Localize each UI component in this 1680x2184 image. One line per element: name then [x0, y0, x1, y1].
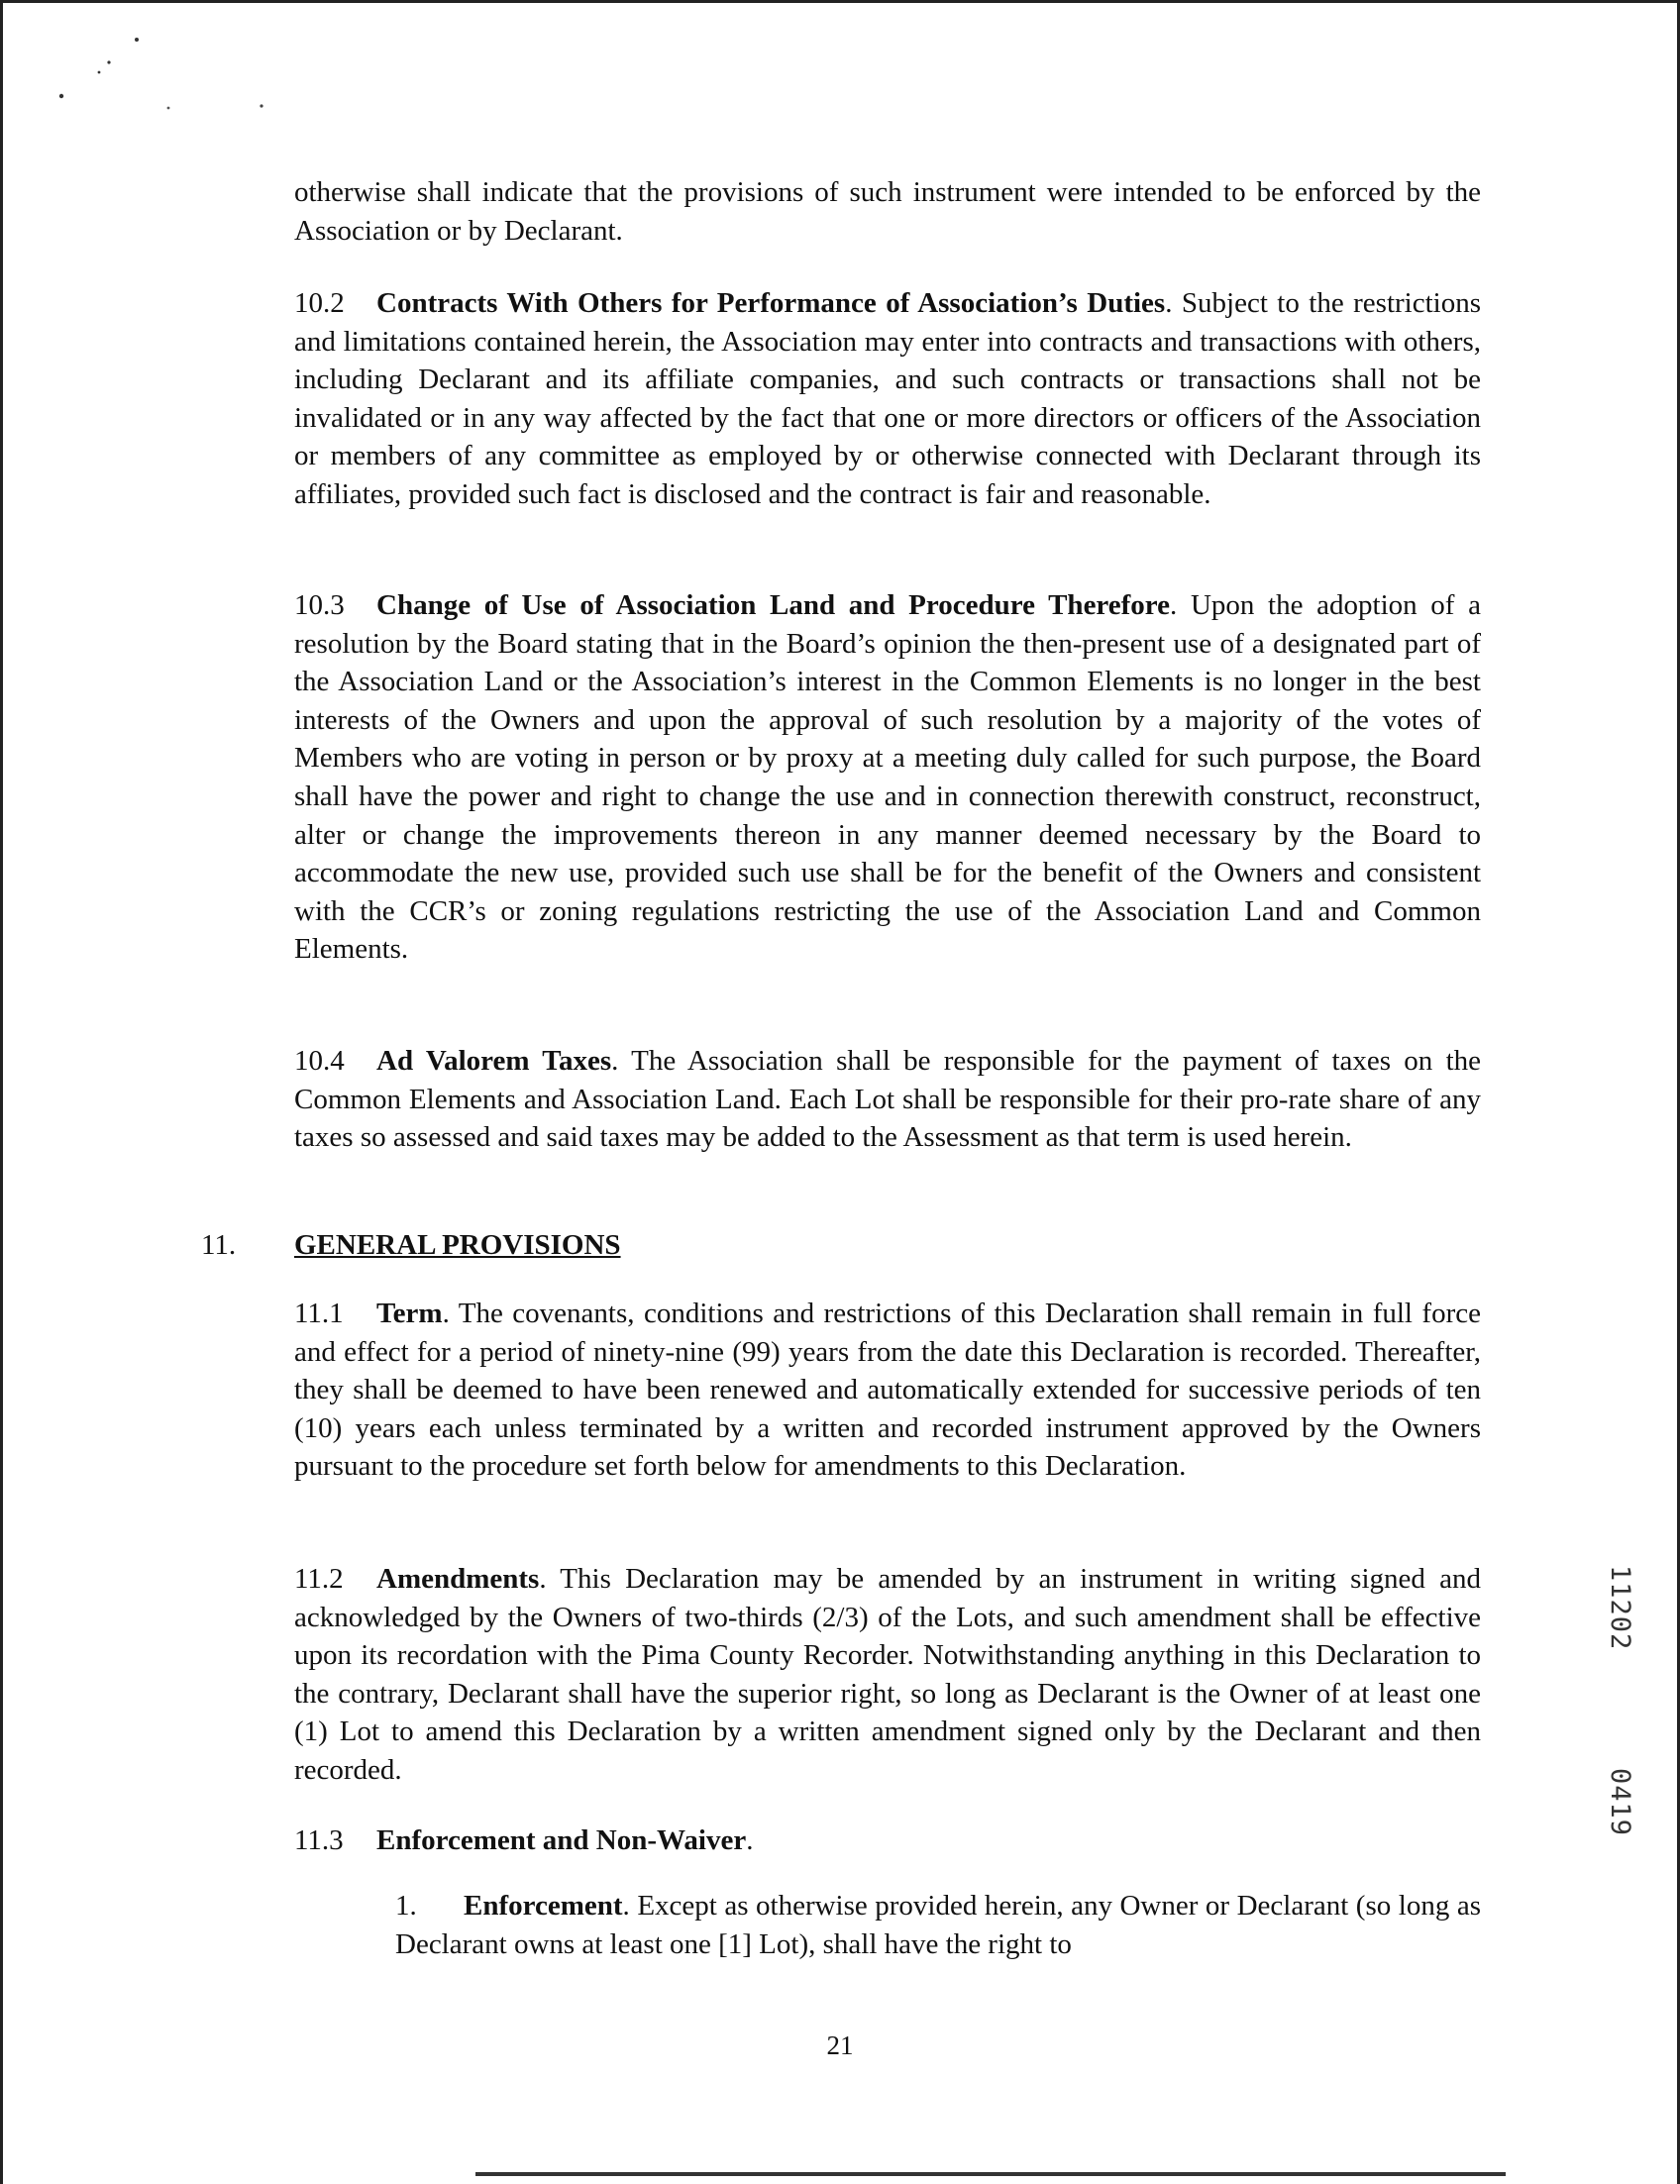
section-body: . Subject to the restrictions and limitations contained herein, the Association may enter into contracts and transactions with others, including Declarant and its affiliate companies, and such contracts or transactions shall not be invalidated or in any way affected by the fact that one or more directors or officers of the Association or members of any committee as employed by or otherwise connected with Declarant through its affiliates, provided such fact is disclosed and the contract is fair and reasonable.: [294, 287, 1481, 510]
section-body: . The covenants, conditions and restrictions of this Declaration shall remain in full force and effect for a period of ninety-nine (99) years from the date this Declaration is recorded. Thereafter, they shall be deemed to have been renewed and automatically extended for successive periods of ten (10) years each unless terminated by a written and recorded instrument approved by the Owners pursuant to the procedure set forth below for amendments to this Declaration.: [294, 1298, 1481, 1483]
section-title: Amendments: [376, 1563, 540, 1595]
section-11-3: [294, 1821, 1481, 1860]
section-body: . Except as otherwise provided herein, any Owner or Declarant (so long as Declarant owns at least one [1] Lot), shall have the right to: [395, 1890, 1481, 1960]
section-number: 11.1: [294, 1298, 344, 1329]
section-title: Term: [376, 1298, 443, 1329]
section-title: Change of Use of Association Land and Procedure Therefore: [376, 589, 1171, 621]
page-number: 21: [826, 2030, 854, 2060]
margin-stamp-top: [1605, 1565, 1634, 1650]
section-10-2: [294, 284, 1481, 514]
section-title: GENERAL PROVISIONS: [294, 1229, 621, 1261]
section-number: 11.2: [294, 1563, 344, 1595]
section-body: . The Association shall be responsible for the payment of taxes on the Common Elements and Association Land. Each Lot shall be responsible for their pro-rate share of any taxes so assessed and said taxes may be added to the Assessment as that term is used herein.: [294, 1045, 1481, 1154]
section-body: .: [746, 1824, 754, 1856]
section-body: . This Declaration may be amended by an instrument in writing signed and acknowledged by the Owners of two-thirds (2/3) of the Lots, and such amendment shall be effective upon its recordation with the Pima County Recorder. Notwithstanding anything in this Declaration to the contrary, Declarant shall have the superior right, so long as Declarant is the Owner of at least one (1) Lot to amend this Declaration by a written amendment signed only by the Declarant and then recorded.: [294, 1563, 1481, 1786]
stamp-digits: 11202: [1605, 1565, 1635, 1651]
scan-specks: [40, 25, 277, 124]
paragraph-continuation: otherwise shall indicate that the provisions of such instrument were intended to be enforced by the Association or by Declarant.: [294, 176, 1481, 247]
section-title: Enforcement: [464, 1890, 623, 1922]
section-11-1: [294, 1295, 1481, 1486]
section-number: 10.4: [294, 1045, 345, 1077]
section-title: Contracts With Others for Performance of Association’s Duties: [376, 287, 1166, 319]
section-number: 1.: [395, 1890, 417, 1922]
section-number: 10.3: [294, 589, 345, 621]
section-10-4: [294, 1042, 1481, 1157]
section-number: 11.3: [294, 1824, 344, 1856]
scan-border-bottom: [475, 2172, 1506, 2176]
section-body: . Upon the adoption of a resolution by the Board stating that in the Board’s opinion the then-present use of a designated part of the Association Land or the Association’s interest in the Common Elements is no longer in the best interests of the Owners and upon the approval of such resolution by a majority of the votes of Members who are voting in person or by proxy at a meeting duly called for such purpose, the Board shall have the power and right to change the use and in connection therewith construct, reconstruct, alter or change the improvements thereon in any manner deemed necessary by the Board to accommodate the new use, provided such use shall be for the benefit of the Owners and consistent with the CCR’s or zoning regulations restricting the use of the Association Land and Common Elements.: [294, 589, 1481, 966]
section-11-2: [294, 1560, 1481, 1790]
section-title: Ad Valorem Taxes: [376, 1045, 612, 1077]
stamp-digits: 0419: [1605, 1768, 1635, 1837]
scan-border-left: [0, 0, 3, 2184]
section-title: Enforcement and Non-Waiver: [376, 1824, 747, 1856]
scan-border-top: [0, 0, 1680, 3]
section-number: 11.: [201, 1229, 237, 1261]
margin-stamp-bottom: [1605, 1768, 1634, 1836]
section-10-3: [294, 586, 1481, 969]
section-11-3-1: [395, 1887, 1481, 1963]
section-number: 10.2: [294, 287, 345, 319]
